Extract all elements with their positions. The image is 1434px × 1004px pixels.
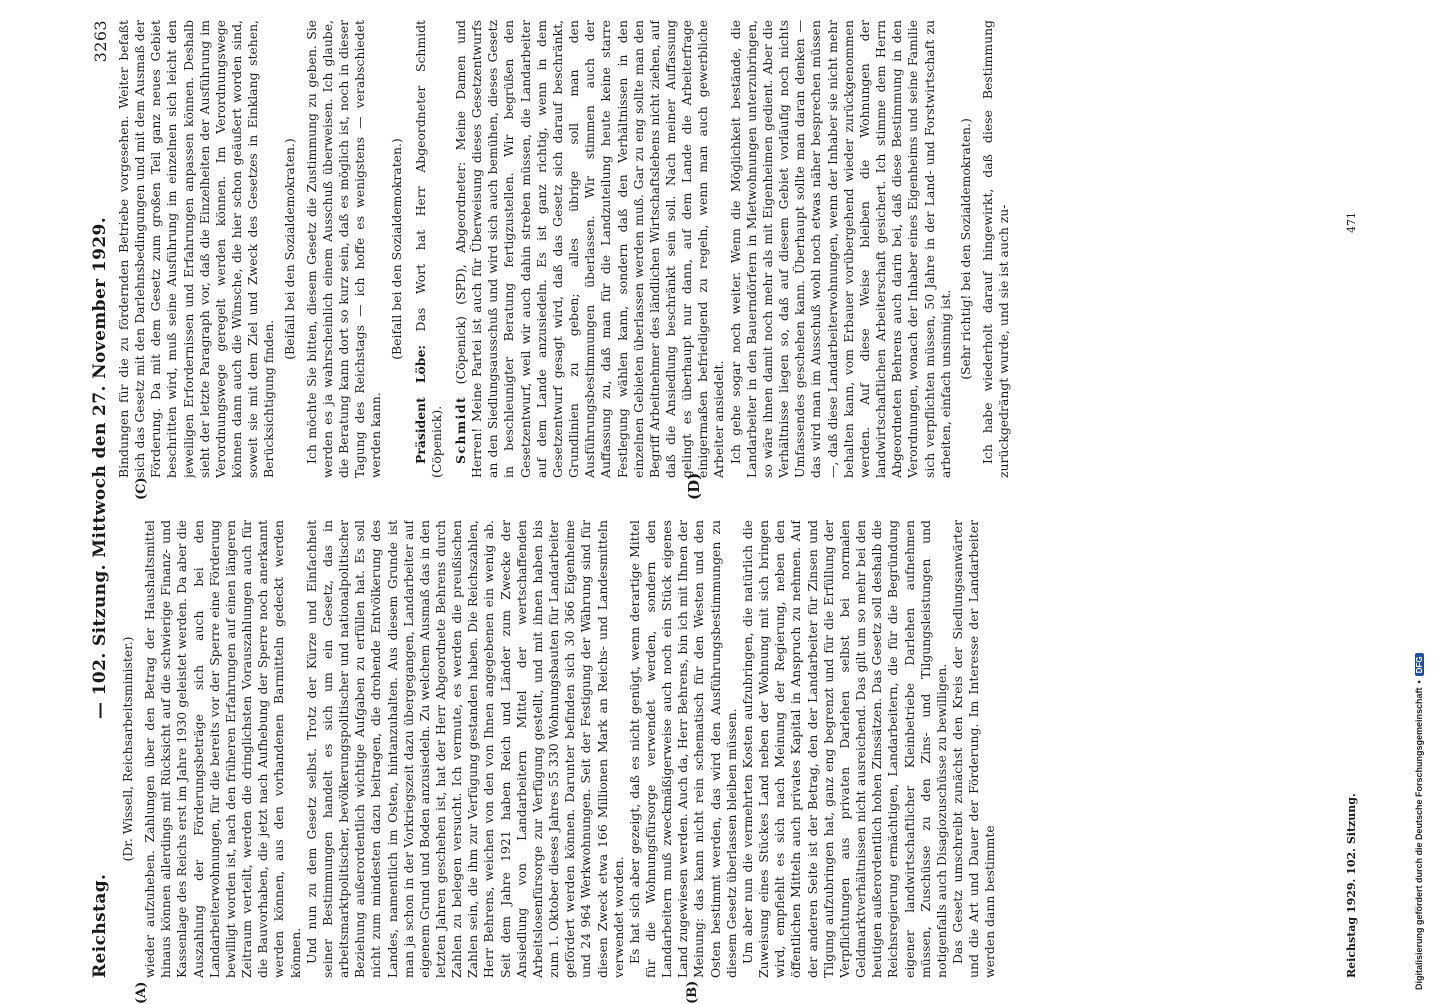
speaker-tag: (Dr. Wissell, Reichsarbeitsminister.) [120,636,135,862]
paragraph: Ich möchte Sie bitten, diesem Gesetz die Zustimmung zu geben. Sie werden es ja wahrscheinlich einem Ausschuß überweisen. Ich glaube, die Beratung kann dort so kurz sein, daß es möglich ist, noch in dieser Tagung des Reichstags — ich hoffe es wenigstens — verabschiedet werden kann. [303,20,384,478]
credit-separator: • [1414,680,1424,684]
paragraph: Ich habe wiederholt darauf hingewirkt, daß diese Bestimmung zurückgedrängt wurde, und sie ist auch zu- [979,20,1012,478]
paragraph: Das Gesetz umschreibt zunächst den Kreis der Siedlungsanwärter und die Art und Dauer der Förderung. Im Interesse der Landarbeiter werden dann bestimmte [949,520,998,978]
page-header [70,20,110,978]
applause-note: (Beifall bei den Sozialdemokraten.) [281,138,297,360]
president-statement [413,20,445,478]
president-text: Das Wort hat Herr Abgeordneter Schmidt (Cöpenick). [412,20,444,478]
header-center: — 102. Sitzung. Mittwoch den 27. November 1929. [90,216,110,720]
digitization-credit [1414,10,1424,990]
paragraph: Es hat sich aber gezeigt, daß es nicht genügt, wenn derartige Mittel für die Wohnungsfürsorge verwendet werden, sondern den Landarbeitern muß zweckmäßigerweise auch noch ein Stück eigenes Land zugewiesen werden. Auch da, Herr Behrens, bin ich mit Ihnen der Meinung: das kann nicht rein schematisch für den Westen und den Osten bestimmt werden, das wird den Ausführungsbestimmungen zu diesem Gesetz überlassen bleiben müssen. [626,520,739,978]
paragraph: Um aber nun die vermehrten Kosten aufzubringen, die natürlich die Zuweisung eines Stückes Land neben der Wohnung mit sich bringen wird, empfiehlt es sich nach Meinung der Regierung, neben den öffentlichen Mitteln auch privates Kapital in Anspruch zu nehmen. Auf der anderen Seite ist der Betrag, den der Landarbeiter für Zinsen und Tilgung aufzubringen hat, ganz eng begrenzt und für die Erfüllung der Verpflichtungen aus privaten Darlehen selbst bei normalen Geldmarktverhältnissen nicht ausreichend. Das gilt um so mehr bei den heutigen außerordentlich hohen Zinssätzen. Das Gesetz soll deshalb die Reichsregierung ermächtigen, Landarbeitern, die für die Begründung eigener landwirtschaftlicher Kleinbetriebe Darlehen aufnehmen müssen, Zuschüsse zu den Zins- und Tilgungsleistungen und notigenfalls auch Disagiozuschüsse zu bewilligen. [739,520,949,978]
paragraph: Bindungen für die zu fördernden Betriebe vorgesehen. Weiter befaßt sich das Gesetz mit den Darlehnsbedingungen und mit dem Ausmaß der Förderung. Da mit dem Gesetz zum großen Teil ganz neues Gebiet beschritten wird, muß seine Ausführung im einzelnen sich leicht den jeweiligen Erfordernissen und Erfahrungen anpassen können. Deshalb sieht der letzte Paragraph vor, daß die Einzelheiten der Ausführung im Verordnungswege geregelt werden können. Im Verordnungswege können dann auch die Wünsche, die hier schon geäußert worden sind, soweit sie mit dem Ziel und Zweck des Gesetzes in Einklang stehen, Berücksichtigung finden. [116,20,277,478]
speaker-name: Schmidt [452,395,468,464]
right-column [116,20,1340,478]
paragraph: Und nun zu dem Gesetz selbst. Trotz der Kürze und Einfachheit seiner Bestimmungen handelt es sich um ein Gesetz, das in arbeitsmarktpolitischer, bevölkerungspolitischer und nationalpolitischer Beziehung außerordentlich wichtige Aufgaben zu erfüllen hat. Es soll nicht zum mindesten dazu beitragen, die drohende Entvölkerung des Landes, namentlich im Osten, hintanzuhalten. Aus diesem Grunde ist man ja schon in der Vorkriegszeit dazu übergegangen, Landarbeiter auf eigenem Grund und Boden anzusiedeln. Zu welchem Ausmaß das in den letzten Jahren geschehen ist, hat der Herr Abgeordnete Behrens durch Zahlen zu belegen versucht. Ich vermute, es werden die preußischen Zahlen sein, die ihm zur Verfügung gestanden haben. Die Reichszahlen, Herr Behrens, weichen von den von Ihnen angegebenen ein wenig ab. Seit dem Jahre 1921 haben Reich und Länder zum Zwecke der Ansiedlung von Landarbeitern Mittel der wertschaffenden Arbeitslosenfürsorge zur Verfügung gestellt, und mit ihnen haben bis zum 1. Oktober dieses Jahres 55 330 Wohnungsbauten für Landarbeiter gefördert werden können. Darunter befinden sich 30 366 Eigenheime und 24 964 Werkwohnungen. Seit der Festigung der Währung sind für diesen Zweck etwa 166 Millionen Mark an Reichs- und Landesmitteln verwendet worden. [303,520,626,978]
left-column [116,520,1340,978]
page-number: 3263 [91,20,110,63]
document-page [70,20,1360,1004]
margin-marker-a: (A) [134,981,149,1004]
paragraph: wieder aufzuheben. Zahlungen über den Betrag der Haushaltsmittel hinaus können allerdings mit Rücksicht auf die schwierige Finanz- und Kassenlage des Reichs erst im Jahre 1930 geleistet werden. Da aber die Auszahlung der Förderungsbeträge sich auch bei den Landarbeiterwohnungen, für die bereits vor der Sperre eine Förderung bewilligt worden ist, nach den früheren Erfahrungen auf einen längeren Zeitraum verteilt, werden die dringlichsten Vorauszahlungen auch für die Bauvorhaben, die jetzt nach Aufhebung der Sperre noch anerkannt werden können, aus den vorhandenen Barmitteln gedeckt werden können. [142,520,303,978]
speaker-intro-text: (Cöpenick) (SPD), Abgeordneter: Meine Damen und Herren! Meine Partei ist auch für Überweisung dieses Gesetzentwurfs an den Siedlungsausschuß und wird sich auch bemühen, dieses Gesetz in beschleunigter Beratung fertigzustellen. Wir begrüßen den Gesetzentwurf, weil wir auch dahin streben müssen, die Landarbeiter auf dem Lande anzusiedeln. Es ist ganz richtig, wenn in dem Gesetzentwurf gesagt wird, daß das Gesetz sich darauf beschränkt, Grundlinien zu geben; alles übrige soll man den Ausführungsbestimmungen überlassen. Wir stimmen auch der Auffassung zu, daß man für die Landzuteilung heute keine starre Festlegung wählen kann, sondern daß den Verhältnissen in den einzelnen Gebieten überlassen werden muß. Gar zu eng sollte man den Begriff Arbeitnehmer des ländlichen Wirtschaftslebens nicht ziehen, auf daß die Ansiedlung beschränkt sein soll. Nach meiner Auffassung gelingt es überhaupt nur dann, auf dem Lande die Arbeiterfrage einigermaßen befriedigend zu regeln, wenn man auch gewerbliche Arbeiter ansiedelt. [452,20,727,478]
margin-marker-b: (B) [685,980,700,1004]
header-left: Reichstag. [90,873,110,978]
applause-note: (Beifall bei den Sozialdemokraten.) [388,138,404,360]
dfg-logo: DFG [1415,653,1424,676]
president-label: Präsident Löbe: [412,345,428,464]
speaker-intro [453,20,728,478]
footer-sheet-number: 471 [1345,212,1358,233]
footer-session: Reichstag 1929. 102. Sitzung. [1345,793,1358,978]
paragraph: Ich gehe sogar noch weiter. Wenn die Möglichkeit bestände, die Landarbeiter in den Bauerndörfern in Mietwohnungen unterzubringen, so wäre ihnen damit noch mehr als mit Eigenheimen gedient. Aber die Verhältnisse liegen so, daß auf diesem Gebiet vorläufig noch nichts Umfassendes geschehen kann. Überhaupt sollte man daran denken — das wird man im Ausschuß wohl noch etwas näher besprechen müssen —, daß diese Landarbeiterwohnungen, wenn der Inhaber sie nicht mehr behalten kann, vom Erbauer vorübergehend wieder zurückgenommen werden. Auf diese Weise bleiben die Wohnungen der landwirtschaftlichen Arbeiterschaft gesichert. Ich stimme dem Herrn Abgeordneten Behrens auch darin bei, daß diese Bestimmung in den Verordnungen, wonach der Inhaber eines Eigenheims und seine Familie sich verpflichten müssen, 50 Jahre in der Land- und Forstwirtschaft zu arbeiten, einfach unsinnig ist. [727,20,953,478]
margin-marker-c: (C) [134,477,149,500]
applause-note: (Sehr richtig! bei den Sozialdemokraten.) [957,118,973,380]
margin-marker-d: (D) [685,472,703,500]
credit-text: Digitalisierung gefördert durch die Deutsche Forschungsgemeinschaft [1414,687,1424,990]
